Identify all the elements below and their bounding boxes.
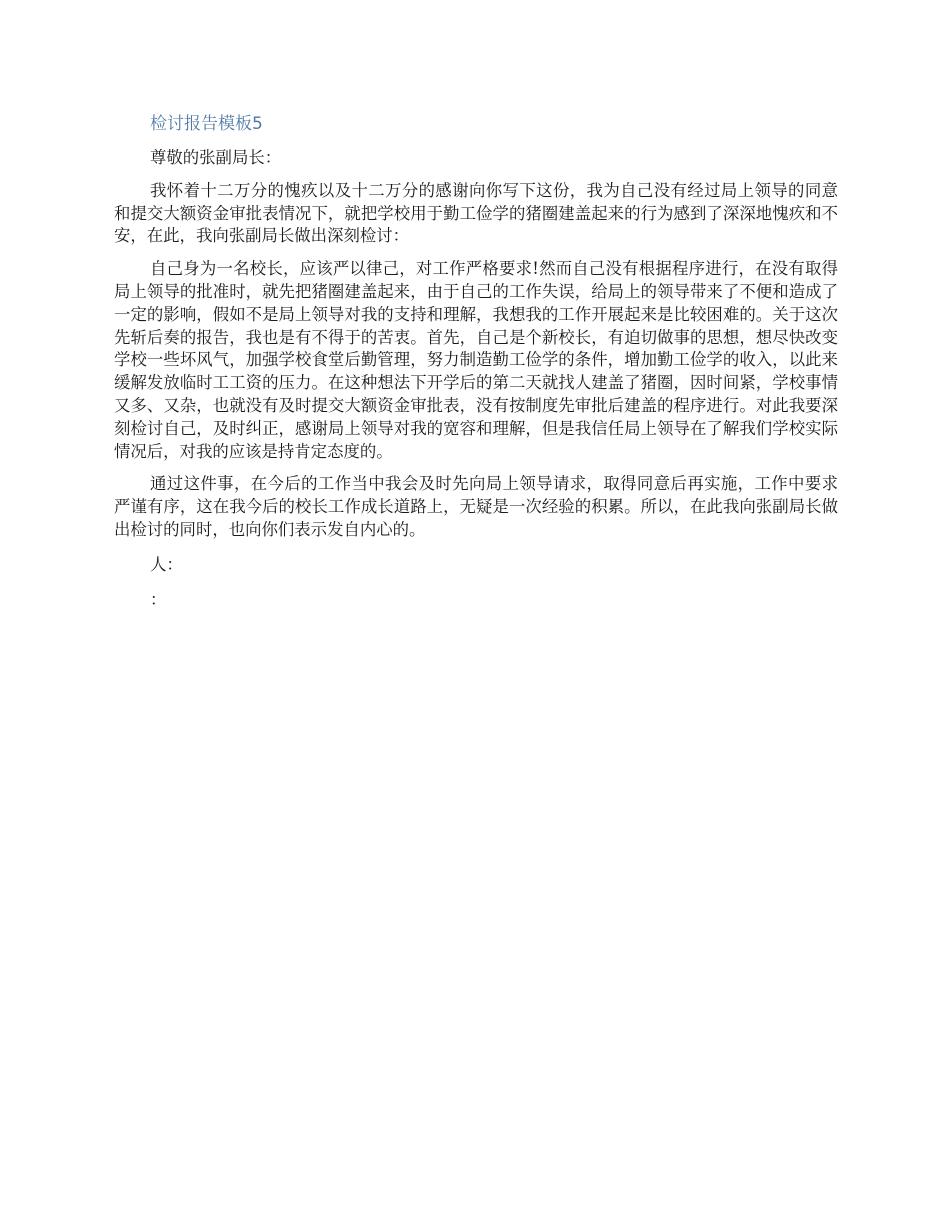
paragraph-3: 通过这件事，在今后的工作当中我会及时先向局上领导请求，取得同意后再实施，工作中要求严谨有序，这在我今后的校长工作成长道路上，无疑是一次经验的积累。所以，在此我向张副局长做出检讨的同时，也向你们表示发自内心的。	[114, 474, 838, 539]
document-page	[114, 110, 838, 611]
date-label: ：	[150, 589, 167, 609]
paragraph-2: 自己身为一名校长，应该严以律己，对工作严格要求!然而自己没有根据程序进行，在没有取得局上领导的批准时，就先把猪圈建盖起来，由于自己的工作失误，给局上的领导带来了不便和造成了一定的影响，假如不是局上领导对我的支持和理解，我想我的工作开展起来是比较困难的。关于这次先斩后奏的报告，我也是有不得于的苦衷。首先，自己是个新校长，有迫切做事的思想，想尽快改变学校一些坏风气，加强学校食堂后勤管理，努力制造勤工俭学的条件，增加勤工俭学的收入，以此来缓解发放临时工工资的压力。在这种想法下开学后的第二天就找人建盖了猪圈，因时间紧，学校事情又多、又杂，也就没有及时提交大额资金审批表，没有按制度先审批后建盖的程序进行。对此我要深刻检讨自己，及时纠正，感谢局上领导对我的宽容和理解，但是我信任局上领导在了解我们学校实际情况后，对我的应该是持肯定态度的。	[114, 259, 838, 461]
salutation: 尊敬的张副局长：	[150, 148, 282, 167]
document-title: 检讨报告模板5	[150, 114, 263, 134]
paragraph-1: 我怀着十二万分的愧疚以及十二万分的感谢向你写下这份，我为自己没有经过局上领导的同意和提交大额资金审批表情况下，就把学校用于勤工俭学的猪圈建盖起来的行为感到了深深地愧疚和不安，在此，我向张副局长做出深刻检讨：	[114, 180, 838, 246]
signature-label: 人：	[150, 554, 183, 574]
